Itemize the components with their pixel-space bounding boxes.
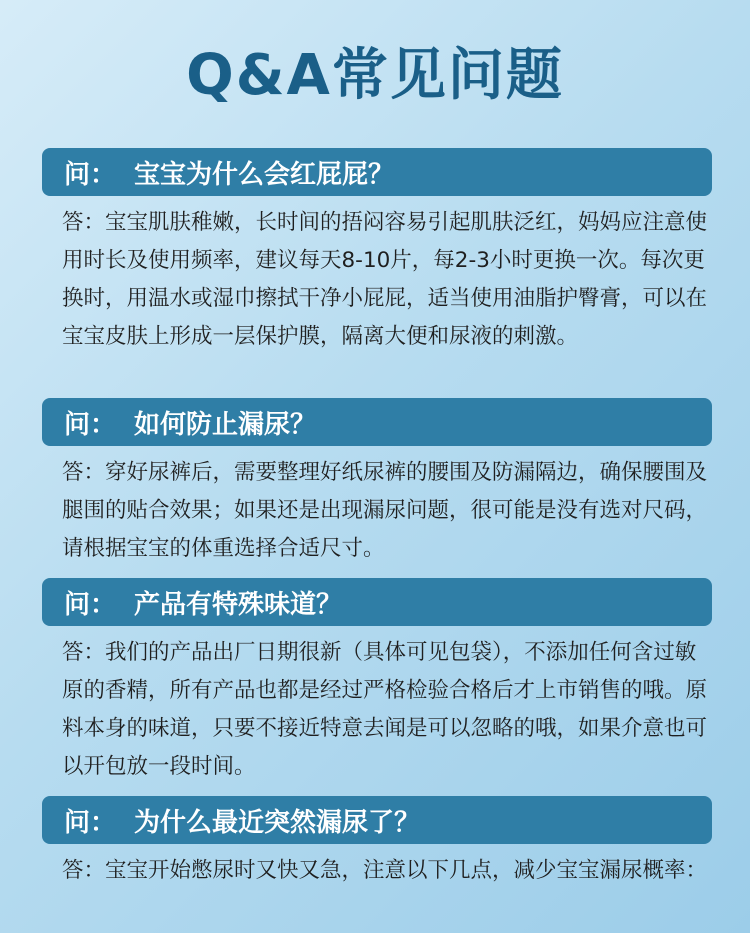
page-title: Q&A常见问题 <box>186 43 564 108</box>
question-text: 宝宝为什么会红屁屁？ <box>134 159 395 190</box>
answer-text: 答：穿好尿裤后，需要整理好纸尿裤的腰围及防漏隔边，确保腰围及腿围的贴合效果；如果还是出现漏尿问题，很可能是没有选对尺码，请根据宝宝的体重选择合适尺寸。 <box>62 460 708 561</box>
answer-text: 答：宝宝肌肤稚嫩，长时间的捂闷容易引起肌肤泛红，妈妈应注意使用时长及使用频率，建议每天8-10片，每2-3小时更换一次。每次更换时，用温水或湿巾擦拭干净小屁屁，适当使用油脂护臀膏，可以在宝宝皮肤上形成一层保护膜，隔离大便和尿液的刺激。 <box>62 210 708 349</box>
question-bar <box>42 796 712 844</box>
qa-item <box>42 148 712 356</box>
question-text: 产品有特殊味道？ <box>134 589 343 620</box>
question-prefix: 问： <box>64 807 117 838</box>
qa-item <box>42 398 712 568</box>
question-prefix: 问： <box>64 589 117 620</box>
question-prefix: 问： <box>64 159 117 190</box>
qa-item <box>42 796 712 890</box>
question-bar <box>42 398 712 446</box>
answer-text: 答：宝宝开始憋尿时又快又急，注意以下几点，减少宝宝漏尿概率： <box>62 858 708 883</box>
question-text: 为什么最近突然漏尿了？ <box>134 807 421 838</box>
qa-item <box>42 578 712 786</box>
question-bar <box>42 578 712 626</box>
answer-text: 答：我们的产品出厂日期很新（具体可见包袋），不添加任何含过敏原的香精，所有产品也都是经过严格检验合格后才上市销售的哦。原料本身的味道，只要不接近特意去闻是可以忽略的哦，如果介意也可以开包放一段时间。 <box>62 640 708 779</box>
question-bar <box>42 148 712 196</box>
question-text: 如何防止漏尿？ <box>134 409 317 440</box>
question-prefix: 问： <box>64 409 117 440</box>
